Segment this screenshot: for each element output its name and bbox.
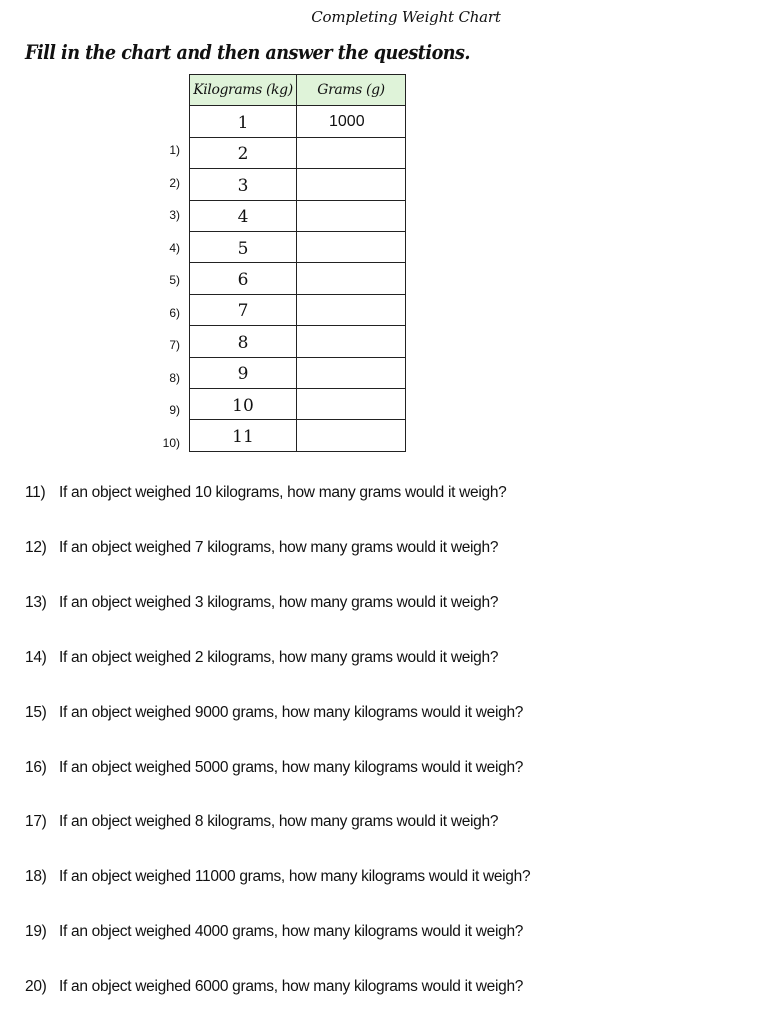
row-number: 4) [169, 241, 180, 255]
question-number: 18) [25, 868, 47, 885]
table-row [190, 169, 406, 200]
question-number: 11) [25, 484, 46, 501]
kilograms-header: Kilograms (kg) [190, 75, 297, 106]
table-row [190, 263, 406, 294]
page-title: Completing Weight Chart [311, 8, 501, 26]
row-number: 6) [169, 306, 180, 320]
question-number: 15) [25, 704, 47, 721]
row-number: 7) [169, 338, 180, 352]
question-text: If an object weighed 11000 grams, how many kilograms would it weigh? [59, 868, 531, 885]
question-number: 17) [25, 813, 47, 830]
example-kg-cell: 1 [190, 106, 297, 137]
table-row [190, 357, 406, 388]
row-number: 3) [169, 208, 180, 222]
question-item [25, 868, 530, 886]
table-row [190, 388, 406, 419]
question-item [25, 704, 523, 722]
example-row [190, 106, 406, 137]
grams-answer-cell[interactable] [297, 326, 406, 357]
question-item [25, 978, 523, 996]
instructions: Fill in the chart and then answer the questions. [25, 40, 471, 64]
question-text: If an object weighed 2 kilograms, how many grams would it weigh? [59, 649, 499, 666]
kg-cell: 4 [190, 200, 297, 231]
kg-cell: 6 [190, 263, 297, 294]
question-text: If an object weighed 10 kilograms, how many grams would it weigh? [59, 484, 507, 501]
row-number: 8) [169, 371, 180, 385]
kg-cell: 7 [190, 294, 297, 325]
weight-chart [189, 74, 406, 452]
question-text: If an object weighed 3 kilograms, how many grams would it weigh? [59, 594, 499, 611]
question-text: If an object weighed 6000 grams, how many kilograms would it weigh? [59, 978, 524, 995]
grams-answer-cell[interactable] [297, 137, 406, 168]
kg-cell: 8 [190, 326, 297, 357]
table-row [190, 231, 406, 262]
kg-cell: 3 [190, 169, 297, 200]
question-item [25, 649, 498, 667]
question-item [25, 923, 523, 941]
grams-answer-cell[interactable] [297, 388, 406, 419]
row-number: 10) [162, 436, 180, 450]
grams-header: Grams (g) [297, 75, 406, 106]
row-number: 5) [169, 273, 180, 287]
table-row [190, 137, 406, 168]
question-text: If an object weighed 4000 grams, how many kilograms would it weigh? [59, 923, 524, 940]
example-grams-cell: 1000 [297, 106, 406, 137]
table-row [190, 294, 406, 325]
question-number: 12) [25, 539, 47, 556]
grams-answer-cell[interactable] [297, 294, 406, 325]
grams-answer-cell[interactable] [297, 231, 406, 262]
question-number: 16) [25, 759, 47, 776]
row-number: 9) [169, 403, 180, 417]
kg-cell: 5 [190, 231, 297, 262]
question-text: If an object weighed 5000 grams, how many kilograms would it weigh? [59, 759, 524, 776]
row-number: 2) [169, 176, 180, 190]
grams-answer-cell[interactable] [297, 357, 406, 388]
question-number: 13) [25, 594, 47, 611]
kg-cell: 11 [190, 420, 297, 451]
question-item [25, 813, 498, 831]
kg-cell: 2 [190, 137, 297, 168]
question-item [25, 759, 523, 777]
question-text: If an object weighed 8 kilograms, how many grams would it weigh? [59, 813, 499, 830]
grams-answer-cell[interactable] [297, 200, 406, 231]
question-text: If an object weighed 7 kilograms, how many grams would it weigh? [59, 539, 499, 556]
table-row [190, 200, 406, 231]
question-number: 20) [25, 978, 47, 995]
grams-answer-cell[interactable] [297, 169, 406, 200]
chart-header-row [190, 75, 406, 106]
question-item [25, 539, 498, 557]
table-row [190, 420, 406, 451]
row-number: 1) [169, 143, 180, 157]
grams-answer-cell[interactable] [297, 420, 406, 451]
question-text: If an object weighed 9000 grams, how many kilograms would it weigh? [59, 704, 524, 721]
kg-cell: 9 [190, 357, 297, 388]
question-item [25, 594, 498, 612]
grams-answer-cell[interactable] [297, 263, 406, 294]
question-item [25, 484, 506, 502]
kg-cell: 10 [190, 388, 297, 419]
question-number: 19) [25, 923, 47, 940]
table-row [190, 326, 406, 357]
question-number: 14) [25, 649, 47, 666]
